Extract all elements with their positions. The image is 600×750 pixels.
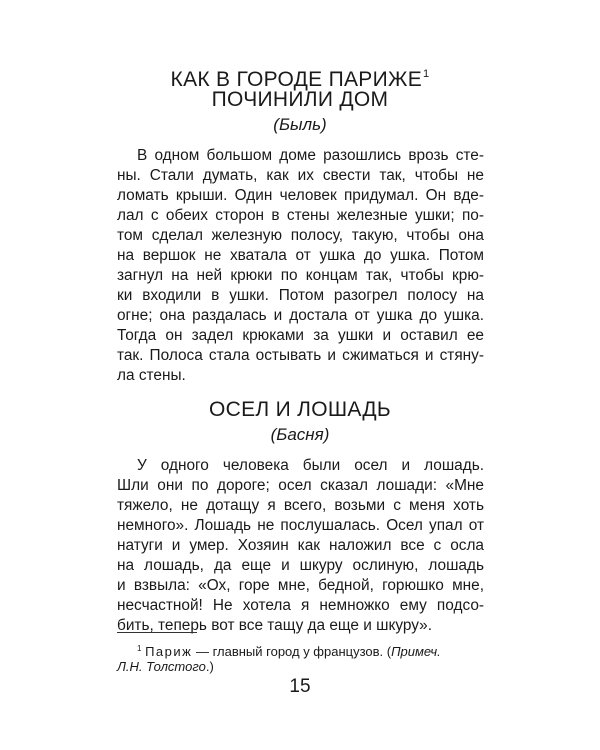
footnote-note: Примеч. (391, 644, 441, 659)
story1-text-line: том сделал железную полосу, такую, чтобы она (117, 227, 484, 244)
story1-subtitle: (Быль) (273, 115, 327, 134)
story2-text-line: на лошадь, да еще и шкуру ослиную, лошадь (117, 557, 484, 574)
story1-text-line: огне; она раздалась и достала от ушка до ушка. (117, 307, 484, 324)
footnote-term: Париж (145, 644, 193, 659)
footnote-end: .) (205, 659, 214, 674)
story1-text-line: так. Полоса стала остывать и сжиматься и стяну- (117, 347, 484, 364)
story2-text-line: У одного человека были осел и лошадь. (137, 457, 484, 474)
story2-text-line: натуги и умер. Хозяин как наложил все с осла (117, 537, 484, 554)
story2-text-line: несчастной! Не хотела я немножко ему подсо- (117, 597, 484, 614)
story1-text-line: ки входили в ушки. Потом разогрел полосу на (117, 287, 484, 304)
footnote-reference: 1 (423, 68, 430, 80)
story1-text-line: лал с обеих сторон в стены железные ушки; по- (117, 207, 484, 224)
story2-text-line: немного». Лошадь не послушалась. Осел упал от (117, 517, 484, 534)
story1-text-line: ны. Стали думать, как их свести так, чтобы не (117, 167, 484, 184)
footnote-text: — главный город у французов. ( (192, 644, 392, 659)
story1-text-line: на вершок не хватала от ушка до ушка. Потом (117, 247, 484, 264)
page-number: 15 (289, 676, 311, 697)
story1-text-line: Тогда он задел крюками за ушки и оставил ее (117, 327, 484, 344)
footnote-author: Л.Н. Толстого (117, 659, 206, 674)
story1-text-line: ломать крыши. Один человек придумал. Он вде- (117, 187, 484, 204)
story2-text-line: Шли они по дороге; осел сказал лошади: «Мне (117, 477, 484, 494)
story2-text-line: тяжело, не дотащу я всего, возьми с меня хоть (117, 497, 484, 514)
story2-subtitle: (Басня) (270, 425, 330, 444)
story1-title-line2: ПОЧИНИЛИ ДОМ (211, 88, 389, 111)
story2-title: ОСЕЛ И ЛОШАДЬ (208, 398, 392, 421)
story1-text-line: ла стены. (117, 367, 186, 384)
story2-text-line: и взвыла: «Ох, горе мне, бедной, горюшко мне, (117, 577, 484, 594)
footnote-line-2 (117, 658, 214, 676)
story1-text-line: В одном большом доме разошлись врозь сте- (137, 147, 484, 164)
footnote-mark: 1 (137, 644, 142, 653)
footnote-divider (117, 632, 197, 633)
story1-title-text: КАК В ГОРОДЕ ПАРИЖЕ (170, 68, 423, 91)
story2-text-line: бить, теперь вот все тащу да еще и шкуру». (117, 617, 432, 634)
story1-text-line: загнул на ней крюки по концам так, чтобы крю- (117, 267, 484, 284)
